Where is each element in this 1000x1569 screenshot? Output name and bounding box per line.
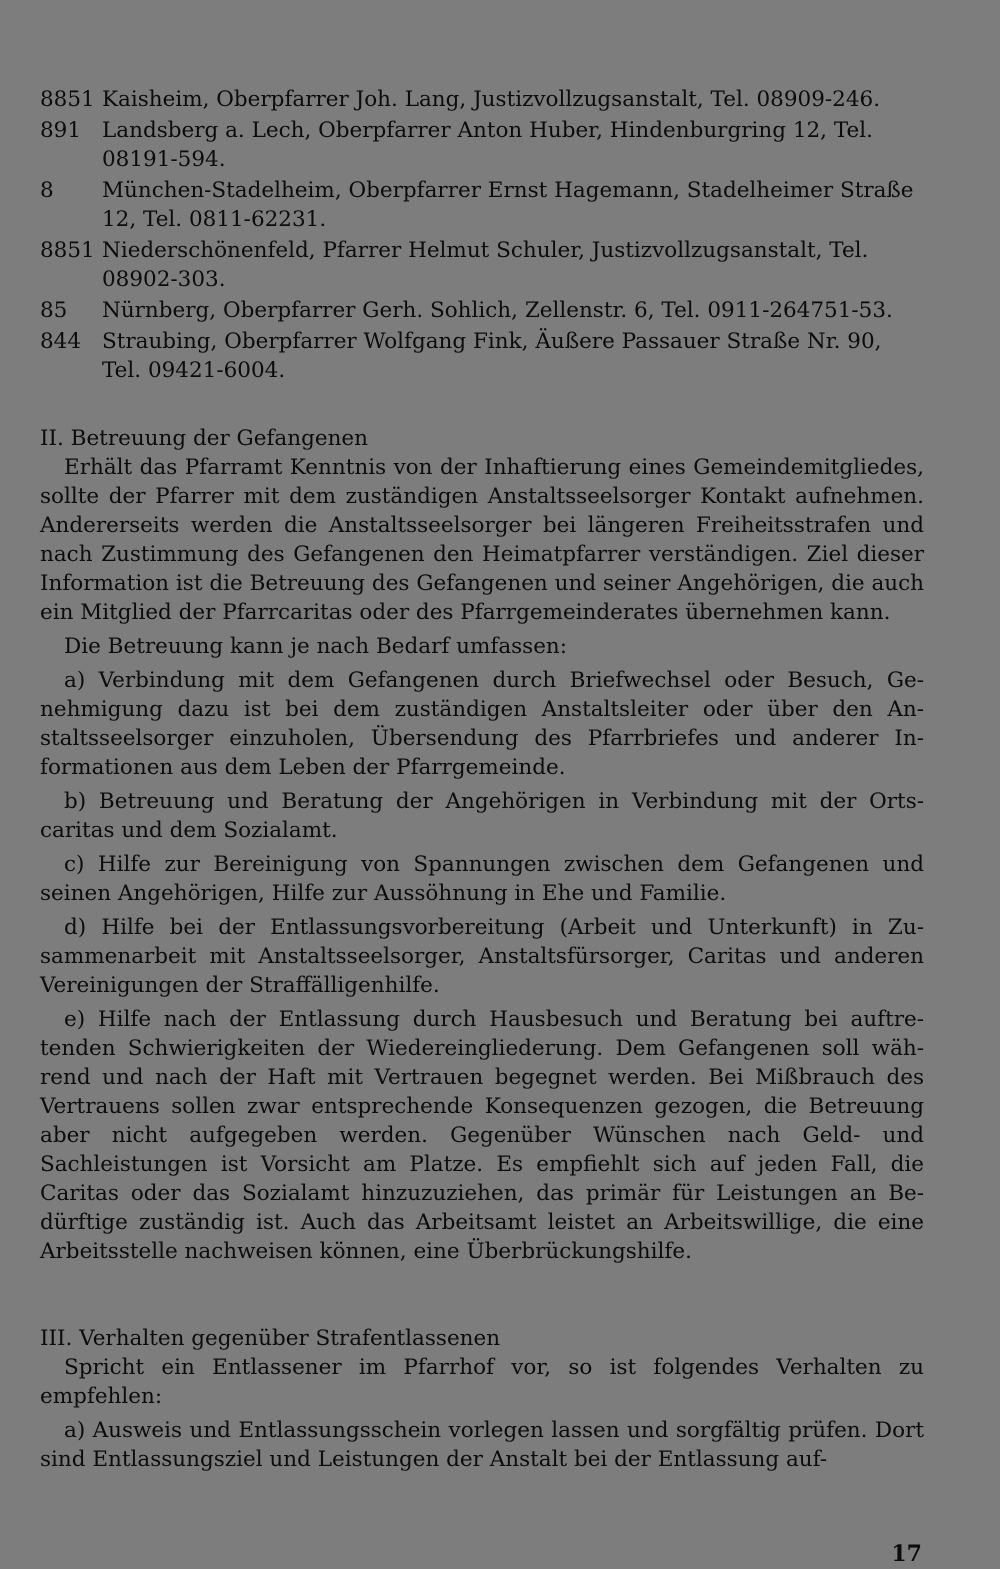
postal-code: 8851 xyxy=(40,87,95,112)
postal-code: 844 xyxy=(40,329,82,354)
postal-code: 8851 xyxy=(40,238,95,263)
list-item-d: d) Hilfe bei der Entlassungsvorbereitung (Arbeit und Unterkunft) in Zusammenarbeit mit Anstaltsseelsorger, Anstaltsfürsorger, Caritas und anderen Vereinigungen der Straffälligenhilfe. xyxy=(40,915,924,998)
list-item-a: a) Verbindung mit dem Gefangenen durch Briefwechsel oder Besuch, Genehmigung dazu ist bei dem zuständigen Anstaltsleiter oder über den Anstaltsseelsorger einzuholen, Übersendung des Pfarrbriefes und anderer Informationen aus dem Leben der Pfarrgemeinde. xyxy=(40,668,924,780)
address-text: Nürnberg, Oberpfarrer Gerh. Sohlich, Zellenstr. 6, Tel. 0911-264751-53. xyxy=(102,298,893,323)
page-number: 17 xyxy=(891,1541,922,1567)
paragraph: Erhält das Pfarramt Kenntnis von der Inhaftierung eines Gemeindemitgliedes, sollte der Pfarrer mit dem zuständigen Anstaltsseelsorger Kontakt aufnehmen. Andererseits werden die Anstaltsseelsorger bei längeren Freiheitsstrafen und nach Zustimmung des Gefangenen den Heimatpfarrer verständigen. Ziel dieser Information ist die Betreuung des Gefangenen und seiner Angehörigen, die auch ein Mitglied der Pfarrcaritas oder des Pfarrgemeinderates übernehmen kann. xyxy=(40,455,924,625)
list-item-b: b) Betreuung und Beratung der Angehörigen in Verbindung mit der Ortscaritas und dem Sozialamt. xyxy=(40,789,924,843)
paragraph: Spricht ein Entlassener im Pfarrhof vor, so ist folgendes Verhalten zu empfehlen: xyxy=(40,1355,924,1409)
section-heading: III. Verhalten gegenüber Strafentlassenen xyxy=(40,1326,501,1351)
section-heading: II. Betreuung der Gefangenen xyxy=(40,426,368,451)
chaplain-address-list xyxy=(40,85,925,387)
section-conduct-toward-released xyxy=(40,1324,924,1479)
address-entry xyxy=(40,116,925,174)
postal-code: 85 xyxy=(40,298,68,323)
postal-code: 891 xyxy=(40,118,82,143)
address-entry xyxy=(40,236,925,294)
address-text: Landsberg a. Lech, Oberpfarrer Anton Huber, Hindenburgring 12, Tel. 08191-594. xyxy=(102,118,873,172)
list-item-c: c) Hilfe zur Bereinigung von Spannungen zwischen dem Gefangenen und seinen Angehörigen, Hilfe zur Aussöhnung in Ehe und Familie. xyxy=(40,852,924,906)
address-entry xyxy=(40,327,925,385)
address-entry xyxy=(40,85,925,114)
address-text: München-Stadelheim, Oberpfarrer Ernst Hagemann, Stadelheimer Straße 12, Tel. 0811-62231. xyxy=(102,178,914,232)
list-item-e: e) Hilfe nach der Entlassung durch Hausbesuch und Beratung bei auftretenden Schwierigkeiten der Wiedereingliederung. Dem Gefangenen soll während und nach der Haft mit Vertrauen begegnet werden. Bei Mißbrauch des Vertrauens sollen zwar entsprechende Konsequenzen gezogen, die Betreuung aber nicht aufgegeben werden. Gegenüber Wünschen nach Geld- und Sachleistungen ist Vorsicht am Platze. Es empfiehlt sich auf jeden Fall, die Caritas oder das Sozialamt hinzuzuziehen, das primär für Leistungen an Bedürftige zuständig ist. Auch das Arbeitsamt leistet an Arbeitswillige, die eine Arbeitsstelle nachweisen können, eine Überbrückungshilfe. xyxy=(40,1007,924,1264)
paragraph: Die Betreuung kann je nach Bedarf umfassen: xyxy=(64,634,568,659)
section-care-of-prisoners xyxy=(40,424,924,1271)
address-entry xyxy=(40,176,925,234)
address-text: Kaisheim, Oberpfarrer Joh. Lang, Justizvollzugsanstalt, Tel. 08909-246. xyxy=(102,87,881,112)
address-text: Straubing, Oberpfarrer Wolfgang Fink, Äußere Passauer Straße Nr. 90, Tel. 09421-6004. xyxy=(102,329,882,383)
address-entry xyxy=(40,296,925,325)
address-text: Niederschönenfeld, Pfarrer Helmut Schuler, Justizvollzugsanstalt, Tel. 08902-303. xyxy=(102,238,869,292)
postal-code: 8 xyxy=(40,178,54,203)
list-item-a: a) Ausweis und Entlassungsschein vorlegen lassen und sorgfältig prüfen. Dort sind Entlassungsziel und Leistungen der Anstalt bei der Entlassung auf- xyxy=(40,1418,924,1472)
